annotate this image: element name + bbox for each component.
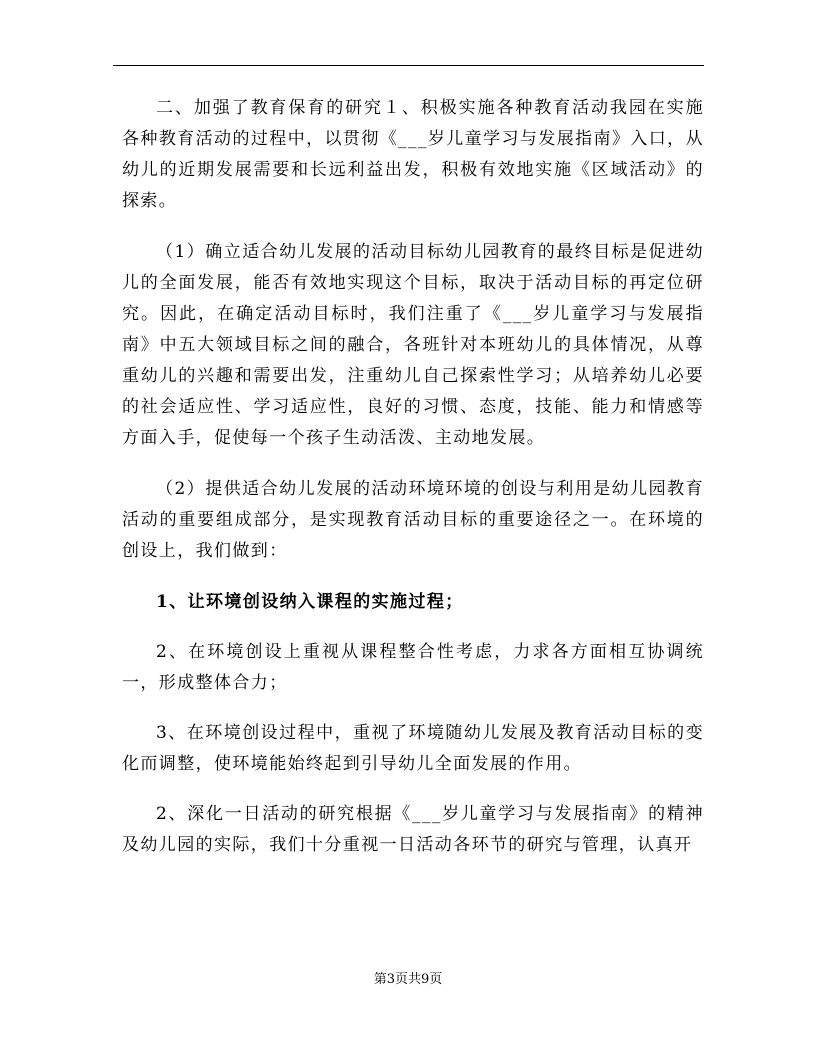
list-item-environment-3: 3、在环境创设过程中，重视了环境随幼儿发展及教育活动目标的变化而调整，使环境能始终起到引导幼儿全面发展的作用。	[122, 723, 704, 774]
document-body	[122, 93, 704, 880]
list-item-environment-2: 2、在环境创设上重视从课程整合性考虑，力求各方面相互协调统一，形成整体合力；	[122, 642, 704, 693]
page-number: 第3页共9页	[373, 972, 443, 987]
paragraph-strengthen-research: 二、加强了教育保育的研究１、积极实施各种教育活动我园在实施各种教育活动的过程中，以贯彻《___岁儿童学习与发展指南》入口，从幼儿的近期发展需要和长远利益出发，积极有效地实施《区域活动》的探索。	[122, 98, 704, 211]
header-rule	[113, 65, 704, 66]
list-item-environment-1: 1、让环境创设纳入课程的实施过程；	[156, 592, 464, 612]
paragraph-daily-activities: 2、深化一日活动的研究根据《___岁儿童学习与发展指南》的精神及幼儿园的实际，我们十分重视一日活动各环节的研究与管理，认真开	[122, 804, 704, 855]
paragraph-activity-environment: （2）提供适合幼儿发展的活动环境环境的创设与利用是幼儿园教育活动的重要组成部分，是实现教育活动目标的重要途径之一。在环境的创设上，我们做到：	[122, 479, 704, 561]
paragraph-activity-goals: （1）确立适合幼儿发展的活动目标幼儿园教育的最终目标是促进幼儿的全面发展，能否有效地实现这个目标，取决于活动目标的再定位研究。因此，在确定活动目标时，我们注重了《___岁儿童学习与发展指南》中五大领域目标之间的融合，各班针对本班幼儿的具体情况，从尊重幼儿的兴趣和需要出发，注重幼儿自己探索性学习；从培养幼儿必要的社会适应性、学习适应性，良好的习惯、态度，技能、能力和情感等方面入手，促使每一个孩子生动活泼、主动地发展。	[122, 242, 704, 448]
